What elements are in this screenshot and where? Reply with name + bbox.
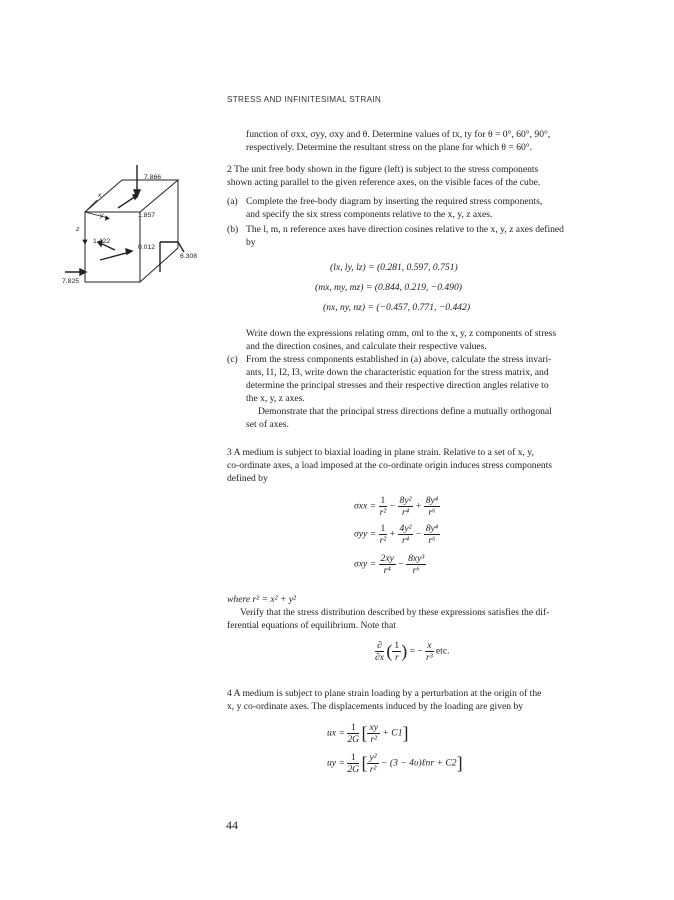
problem3-intro-2: co-ordinate axes, a load imposed at the co-ordinate origin induces stress components — [227, 460, 553, 471]
uy-coef-num: 1 — [347, 752, 359, 764]
top-shear-arrow — [118, 196, 136, 208]
problem2-c-line-3: determine the principal stresses and their respective direction angles relative to — [246, 380, 549, 391]
cube-diagram — [60, 160, 225, 290]
ux-constant: + C1 — [382, 727, 403, 739]
prev-continuation-line-2: respectively. Determine the resultant stress on the plane for which θ = 60°. — [246, 142, 533, 153]
problem2-c-line-4: the x, y, z axes. — [246, 393, 305, 404]
label-7866: 7.866 — [144, 174, 162, 181]
sxx-t1-num: 1 — [380, 495, 386, 506]
note-rhs-num: x — [427, 640, 432, 651]
front-normal-arrow — [100, 252, 130, 260]
syy-t2-den: r⁴ — [401, 535, 410, 546]
ux-in-den: r² — [370, 734, 378, 745]
sxx-t2-den: r⁴ — [401, 507, 410, 518]
cube-front-face — [85, 212, 140, 282]
problem3-intro-3: defined by — [227, 473, 268, 484]
sigma-yy-lhs: σyy = — [354, 528, 377, 540]
direction-cosines-n: (nx, ny, nz) = (−0.457, 0.771, −0.442) — [323, 302, 471, 313]
label-1857: 1.857 — [138, 212, 156, 219]
problem3-verify-1: Verify that the stress distribution described by these expressions satisfies the dif- — [240, 607, 550, 618]
sigma-xy-lhs: σxy = — [354, 558, 377, 570]
problem2-intro-2: shown acting parallel to the given reference axes, on the visible faces of the cube. — [227, 177, 541, 188]
uy-in-num: y² — [369, 752, 377, 763]
problem2-b-line-3: Write down the expressions relating σmm, σnl to the x, y, z components of stress — [246, 328, 557, 339]
syy-t2-num: 4y² — [399, 523, 412, 534]
y-axis-line — [85, 212, 108, 218]
stress-cube-figure — [60, 160, 225, 290]
problem2-b-line-2: by — [246, 237, 256, 248]
label-1422: 1.422 — [93, 238, 111, 245]
ux-in-num: xy — [369, 722, 379, 733]
direction-cosines-l: (lx, ly, lz) = (0.281, 0.597, 0.751) — [330, 262, 458, 273]
sigma-xy-equation: σxy = $\frac{2xy}{\text{r⁴}}$ − $\frac{\text{8xy³}}{\text{r⁶}}$ — [354, 553, 425, 576]
sxy-t1-num: 2xy — [380, 553, 394, 564]
problem4-intro-1: 4 A medium is subject to plane strain loading by a perturbation at the origin of the — [227, 688, 542, 699]
z-axis-arrowhead — [83, 240, 87, 244]
syy-t1-den: r² — [379, 535, 387, 546]
syy-t3-den: r⁶ — [428, 535, 436, 546]
sigma-xx-equation: σxx = $\frac{1}{\text{r²}}$ − $\frac{\text{8y²}}{\text{r⁴}}$ + $\frac{\text{8y⁴}}{\text{r⁶}}$ — [354, 495, 439, 518]
problem2-c-line-1: From the stress components established in (a) above, calculate the stress invari- — [246, 354, 552, 365]
sxx-t3-den: r⁶ — [428, 507, 436, 518]
x-axis-line — [85, 200, 97, 212]
label-6308: 6.308 — [180, 253, 198, 260]
uy-in-den: r² — [369, 764, 377, 775]
problem2-c-label: (c) — [227, 354, 238, 365]
uy-constant: − (3 − 4υ)ℓnr + C2 — [381, 757, 457, 769]
syy-t1-num: 1 — [380, 523, 386, 534]
running-header: STRESS AND INFINITESIMAL STRAIN — [227, 95, 382, 104]
problem2-b-label: (b) — [227, 224, 239, 235]
prev-continuation-line-1: function of σxx, σyy, σxy and θ. Determine values of tx, ty for θ = 0°, 60°, 90°, — [246, 129, 551, 140]
problem2-a-line-1: Complete the free-body diagram by inserting the required stress components, — [246, 196, 543, 207]
ux-lhs: ux = — [327, 727, 345, 739]
uy-coef-den: 2G — [347, 764, 360, 775]
problem2-c-line-5: Demonstrate that the principal stress directions define a mutually orthogonal — [258, 406, 552, 417]
sxx-t2-num: 8y² — [399, 495, 412, 506]
sxx-t1-den: r² — [379, 507, 387, 518]
sxy-t2-num: 8xy³ — [408, 553, 425, 564]
ux-coef-den: 2G — [347, 734, 360, 745]
syy-t3-num: 8y⁴ — [425, 523, 439, 534]
uy-lhs: uy = — [327, 757, 345, 769]
sigma-yy-equation: σyy = $\frac{1}{\text{r²}}$ + $\frac{\text{4y²}}{\text{r⁴}}$ − $\frac{\text{8y⁴}}{\text{r⁶}}$ — [354, 523, 439, 546]
sxy-t1-den: r⁴ — [383, 565, 391, 576]
note-one: 1 — [394, 640, 400, 651]
problem2-a-label: (a) — [227, 196, 238, 207]
page-number: 44 — [226, 818, 238, 832]
problem2-c-line-2: ants, I1, I2, I3, write down the characteristic equation for the stress matrix, and — [246, 367, 549, 378]
label-7825: 7.825 — [62, 278, 80, 285]
note-etc: etc. — [435, 645, 450, 657]
axis-label-x: x — [98, 192, 102, 199]
label-0012: 0.012 — [138, 244, 156, 251]
problem2-b-line-4: and the direction cosines, and calculate their respective values. — [246, 341, 487, 352]
note-d-num: ∂ — [375, 640, 384, 652]
problem2-c-line-6: set of axes. — [246, 419, 289, 430]
uy-equation: uy = $\frac{1}{2G}$ [ $\frac{\text{y²}}{\text{r²}}$ − (3 − 4υ)ℓnr + C2] — [327, 752, 463, 775]
direction-cosines-m: (mx, my, mz) = (0.844, 0.219, −0.490) — [315, 282, 462, 293]
y-axis-arrowhead — [106, 216, 110, 220]
problem2-a-line-2: and specify the six stress components relative to the x, y, z axes. — [246, 209, 493, 220]
cube-right-face — [140, 180, 178, 282]
axis-label-y: y — [100, 212, 104, 219]
sxx-t3-num: 8y⁴ — [425, 495, 439, 506]
problem3-where: where r² = x² + y² — [227, 594, 296, 605]
problem3-verify-2: ferential equations of equilibrium. Note that — [227, 620, 396, 631]
ux-equation: ux = $\frac{1}{2G}$ [ $\frac{xy}{\text{r²}}$ + C1] — [327, 722, 409, 745]
problem2-intro-1: 2 The unit free body shown in the figure (left) is subject to the stress components — [227, 164, 539, 175]
note-r: r — [394, 652, 399, 663]
problem4-intro-2: x, y co-ordinate axes. The displacements induced by the loading are given by — [227, 701, 524, 712]
right-normal-arrow — [178, 242, 184, 252]
sigma-xx-lhs: σxx = — [354, 500, 377, 512]
sxy-t2-den: r⁶ — [412, 565, 420, 576]
derivative-note: $\frac{\partial}{\partial x}$ ( $\frac{1}{r}$ ) = − $\frac{x}{\text{r³}}$ etc. — [375, 640, 450, 663]
note-rhs-den: r³ — [426, 652, 433, 663]
problem2-b-line-1: The l, m, n reference axes have direction cosines relative to the x, y, z axes defined — [246, 224, 564, 235]
front-normal-arrowhead — [126, 249, 132, 254]
note-d-den: ∂x — [375, 652, 384, 663]
axis-label-z: z — [76, 226, 80, 233]
ux-coef-num: 1 — [347, 722, 359, 734]
problem3-intro-1: 3 A medium is subject to biaxial loading in plane strain. Relative to a set of x, y, — [227, 447, 534, 458]
